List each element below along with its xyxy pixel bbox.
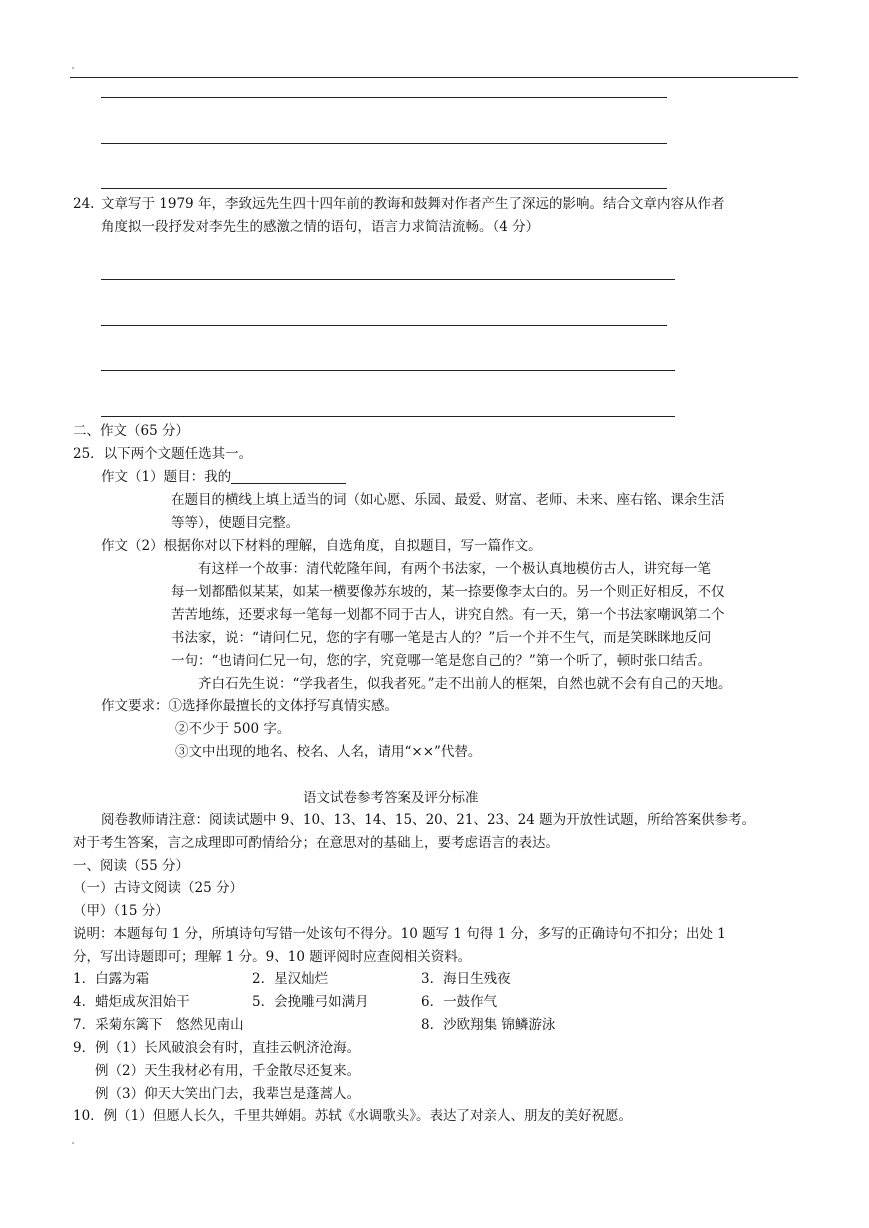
essay-1-title-prefix: 作文（1）题目：我的 (101, 469, 232, 485)
grader-notice: 阅卷教师请注意：阅读试题中 9、10、13、14、15、20、21、23、24 题为开放性试题，所给答案供参考。 (101, 812, 756, 828)
essay-requirements: 作文要求：①选择你最擅长的文体抒写真情实感。 (101, 698, 398, 714)
story-paragraph: 书法家，说：“请问仁兄，您的字有哪一笔是古人的？”后一个并不生气，而是笑眯眯地反问 (171, 630, 712, 646)
answer-item: 例（3）仰天大笑出门去，我辈岂是蓬蒿人。 (95, 1086, 361, 1102)
answer-item: 5．会挽雕弓如满月 (252, 994, 369, 1010)
answer-line (101, 279, 675, 280)
quote-paragraph: 齐白石先生说：“学我者生，似我者死。”走不出前人的框架，自然也就不会有自己的天地。 (198, 676, 732, 692)
question-24-number: 24. (73, 196, 95, 212)
essay-1-instruction: 在题目的横线上填上适当的词（如心愿、乐园、最爱、财富、老师、未来、座右铭、课余生活 (171, 492, 725, 508)
answer-line (101, 143, 667, 144)
corner-mark (72, 1142, 74, 1144)
essay-1-instruction: 等等），使题目完整。 (171, 515, 300, 531)
part-heading: （一）古诗文阅读（25 分） (73, 880, 243, 896)
story-paragraph: 苦苦地练，还要求每一笔每一划都不同于古人，讲究自然。有一天，第一个书法家嘲讽第二个 (171, 607, 725, 623)
answer-line (101, 97, 667, 98)
answer-item: 例（2）天生我材必有用，千金散尽还复来。 (95, 1063, 361, 1079)
question-24-text: 文章写于 1979 年，李致远先生四十四年前的教诲和鼓舞对作者产生了深远的影响。结合文章内容从作者 (101, 196, 725, 212)
answer-item: 8．沙欧翔集 锦鳞游泳 (421, 1017, 556, 1033)
part-heading: （甲）（15 分） (73, 903, 169, 919)
part-heading: 一、阅读（55 分） (73, 858, 189, 874)
scoring-explanation: 说明：本题每句 1 分，所填诗句写错一处该句不得分。10 题写 1 句得 1 分，多写的正确诗句不扣分；出处 1 (73, 926, 726, 942)
answer-line (101, 325, 667, 326)
answer-item: 1．白露为霜 (73, 971, 150, 987)
answer-key-title: 语文试卷参考答案及评分标准 (303, 790, 479, 806)
answer-line (101, 370, 675, 371)
answer-item: 6．一鼓作气 (421, 994, 498, 1010)
grader-notice: 对于考生答案，言之成理即可酌情给分；在意思对的基础上，要考虑语言的表达。 (73, 835, 559, 851)
scoring-explanation: 分，写出诗题即可；理解 1 分。9、10 题评阅时应查阅相关资料。 (73, 949, 472, 965)
essay-requirement: ②不少于 500 字。 (175, 721, 291, 737)
essay-requirement: ③文中出现的地名、校名、人名，请用“××”代替。 (175, 744, 482, 760)
answer-item: 7．采菊东篱下 悠然见南山 (73, 1017, 244, 1033)
question-25: 25．以下两个文题任选其一。 (73, 446, 253, 462)
story-paragraph: 每一划都酷似某某，如某一横要像苏东坡的，某一捺要像李太白的。另一个则正好相反，不仅 (171, 584, 725, 600)
essay-2-label: 作文（2）根据你对以下材料的理解，自选角度，自拟题目，写一篇作文。 (101, 538, 542, 554)
answer-line (101, 188, 667, 189)
title-blank (231, 469, 346, 484)
story-paragraph: 一句：“也请问仁兄一句，您的字，究竟哪一笔是您自己的？”第一个听了，顿时张口结舌。 (171, 653, 712, 669)
answer-line (101, 416, 675, 417)
answer-item: 10．例（1）但愿人长久，千里共婵娟。苏轼《水调歌头》。表达了对亲人、朋友的美好祝愿。 (73, 1108, 633, 1124)
answer-item: 4．蜡炬成灰泪始干 (73, 994, 190, 1010)
header-rule (70, 77, 798, 78)
section-title: 二、作文（65 分） (73, 423, 189, 439)
answer-item: 3．海日生残夜 (421, 971, 511, 987)
corner-mark (72, 67, 74, 69)
answer-item: 2．星汉灿烂 (252, 971, 329, 987)
question-24-text: 角度拟一段抒发对李先生的感激之情的语句，语言力求简洁流畅。（4 分） (101, 219, 540, 235)
story-paragraph: 有这样一个故事：清代乾隆年间，有两个书法家，一个极认真地模仿古人，讲究每一笔 (198, 561, 711, 577)
answer-item: 9．例（1）长风破浪会有时，直挂云帆济沧海。 (73, 1040, 361, 1056)
essay-1-label (101, 468, 346, 486)
